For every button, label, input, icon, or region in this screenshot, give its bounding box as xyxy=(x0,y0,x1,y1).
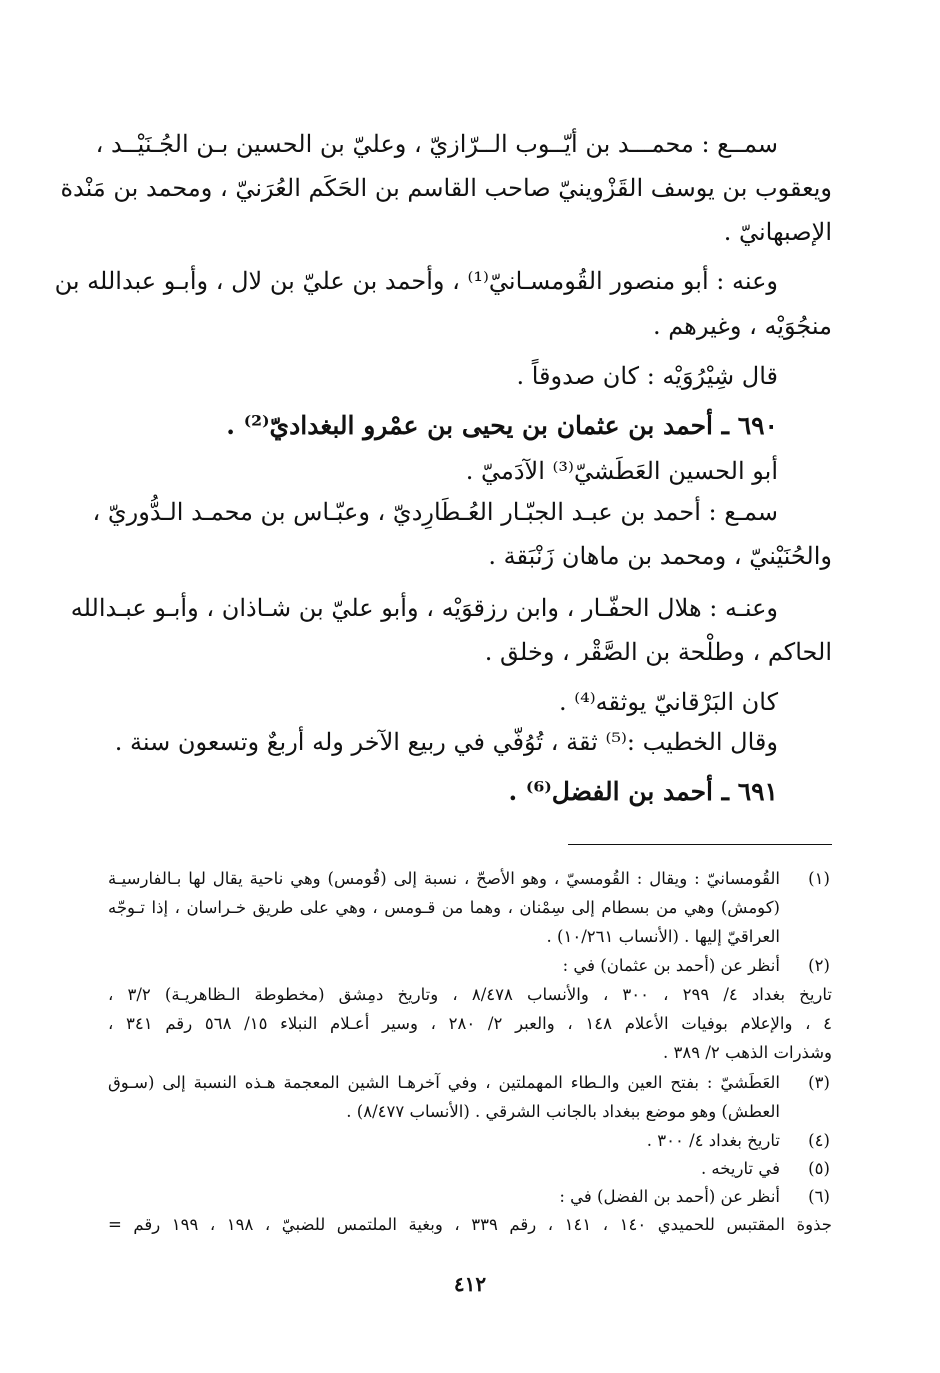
body-line: وعنه : أبو منصور القُومسـانيّ⁽¹⁾ ، وأحمد بن عليّ بن لال ، وأبـو عبدالله بن xyxy=(54,267,778,295)
body-line: سمـع : أحمد بن عبـد الجبّـار العُـطَارِديّ ، وعبّـاس بن محمـد الـدُّوريّ ، xyxy=(92,498,778,526)
body-line: أبو الحسين العَطَشيّ⁽³⁾ الآدَميّ . xyxy=(465,457,778,485)
entry-heading: ٦٩٠ ـ أحمد بن عثمان بن يحيى بن عمْرو البغداديّ⁽²⁾ . xyxy=(226,411,778,440)
footnote-line: القُومسانيّ : ويقال : القُومسيّ ، وهو الأصحّ ، نسبة إلى (قُومس) وهي ناحية يقال لها بـالفارسيـة xyxy=(108,869,780,888)
footnote-line: أنظر عن (أحمد بن عثمان) في : xyxy=(562,956,780,975)
footnote-number: (٦) xyxy=(808,1187,830,1206)
footnote-5 xyxy=(108,1156,832,1182)
footnote-line: ٤ ، والإعلام بوفيات الأعلام ١٤٨ ، والعبر ٢/ ٢٨٠ ، وسير أعـلام النبلاء ١٥/ ٥٦٨ رقم ٣٤١ ، xyxy=(108,1014,833,1033)
footnote-3 xyxy=(108,1070,832,1096)
body-line: الإصبهانيّ . xyxy=(723,218,832,246)
footnote-6-cont xyxy=(108,1212,832,1238)
footnote-number: (٤) xyxy=(808,1131,830,1150)
footnote-number: (٥) xyxy=(808,1159,830,1178)
footnote-6 xyxy=(108,1184,832,1210)
footnote-3-cont xyxy=(108,1099,832,1125)
footnote-2-cont xyxy=(108,1011,832,1037)
footnote-1 xyxy=(108,866,832,892)
entry-heading: ٦٩١ ـ أحمد بن الفضل⁽⁶⁾ . xyxy=(508,777,778,806)
footnote-2 xyxy=(108,953,832,979)
body-line: وعنـه : هلال الحفّـار ، وابن رزقوَيْه ، وأبو عليّ بن شـاذان ، وأبـو عبـدالله xyxy=(70,594,778,622)
footnote-number: (٣) xyxy=(808,1073,830,1092)
footnote-4 xyxy=(108,1128,832,1154)
footnote-line: جذوة المقتبس للحميدي ١٤٠ ، ١٤١ ، رقم ٣٣٩ ، وبغية الملتمس للضبيّ ، ١٩٨ ، ١٩٩ رقم = xyxy=(108,1215,832,1234)
footnote-line: (كومش) وهي من بسطام إلى سِمْنان ، وهما من قـومس ، وهي على طريق خـراسان ، إذا تـوجّه xyxy=(108,898,780,917)
footnote-line: العَطَشيّ : بفتح العين والـطاء المهملتين ، وفي آخرهـا الشين المعجمة هـذه النسبة إلى (سـوق xyxy=(108,1073,780,1092)
footnote-separator xyxy=(568,844,832,845)
footnote-line: أنظر عن (أحمد بن الفضل) في : xyxy=(559,1187,780,1206)
footnote-line: في تاريخه . xyxy=(700,1159,780,1178)
footnote-number: (١) xyxy=(808,869,830,888)
body-line: قال شِيْرُوَيْه : كان صدوقاً . xyxy=(516,362,778,390)
body-line: ويعقوب بن يوسف القَزْوينيّ صاحب القاسم بن الحَكَم العُرَنيّ ، ومحمد بن مَنْدة xyxy=(60,174,832,202)
page-number: ٤١٢ xyxy=(453,1272,487,1296)
footnote-line: تاريخ بغداد ٤/ ٢٩٩ ، ٣٠٠ ، والأنساب ٨/٤٧٨ ، وتاريخ دمِشق (مخطوطة الـظاهريـة) ٣/٢ ، xyxy=(108,985,833,1004)
footnote-2-cont xyxy=(108,982,832,1008)
footnote-line: تاريخ بغداد ٤/ ٣٠٠ . xyxy=(646,1131,780,1150)
footnote-2-cont xyxy=(108,1040,832,1066)
footnote-1-cont xyxy=(108,924,832,950)
footnote-line: وشذرات الذهب ٢/ ٣٨٩ . xyxy=(663,1043,832,1062)
body-line: وقال الخطيب :⁽⁵⁾ ثقة ، تُوُفّي في ربيع الآخر وله أربعٌ وتسعون سنة . xyxy=(114,728,778,756)
body-line: منجُوَيْه ، وغيرهم . xyxy=(652,312,832,340)
body-line: الحاكم ، وطلْحة بن الصَّقْر ، وخلق . xyxy=(484,638,832,666)
footnote-1-cont xyxy=(108,895,832,921)
footnote-line: العراقيّ إليها . (الأنساب ١٠/٢٦١) . xyxy=(546,927,780,946)
body-line: والحُنَيْنيّ ، ومحمد بن ماهان زَنْبَقة . xyxy=(488,542,832,570)
body-line: كان البَرْقانيّ يوثقه⁽⁴⁾ . xyxy=(559,688,778,716)
body-line: سمــع : محمـــد بن أيّــوب الــرّازيّ ، وعليّ بن الحسين بـن الجُـنَيْــد ، xyxy=(95,130,778,158)
footnote-line: العطش) وهو موضع ببغداد بالجانب الشرقي . (الأنساب ٨/٤٧٧) . xyxy=(346,1102,780,1121)
footnote-number: (٢) xyxy=(808,956,830,975)
